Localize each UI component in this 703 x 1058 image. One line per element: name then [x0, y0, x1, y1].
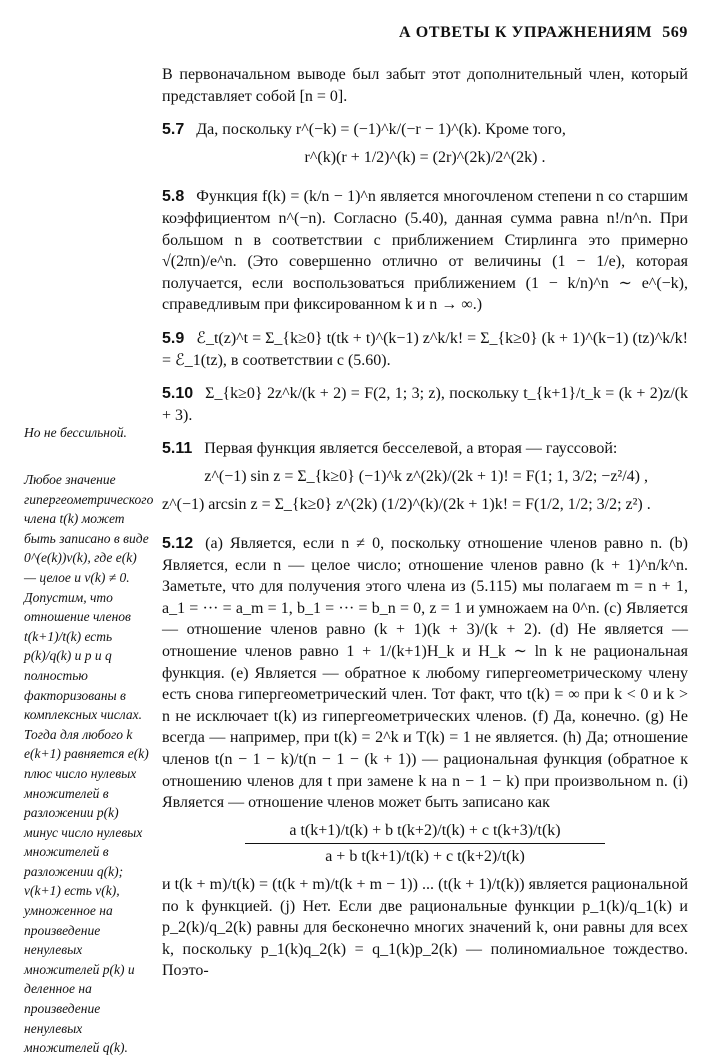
exercise-number: 5.8 — [162, 188, 185, 206]
exercise-number: 5.7 — [162, 121, 185, 139]
answers-body — [162, 64, 688, 982]
fraction-denominator: a + b t(k+1)/t(k) + c t(k+2)/t(k) — [325, 848, 525, 866]
margin-note-1: Но не бессильной. — [24, 425, 127, 440]
intro-paragraph: В первоначальном выводе был забыт этот дополнительный член, который представляет собой [n = 0]. — [162, 66, 688, 105]
display-formula-arcsin: z^(−1) arcsin z = Σ_{k≥0} z^(2k) (1/2)^(k)/(2k + 1)k! = F(1/2, 1/2; 3/2; z²) . — [162, 495, 651, 513]
answer-5-11 — [162, 438, 688, 460]
display-formula-sin: z^(−1) sin z = Σ_{k≥0} (−1)^k z^(2k)/(2k + 1)! = F(1; 1, 3/2; −z²/4) , — [204, 467, 648, 485]
page-number: 569 — [662, 24, 688, 41]
answer-text: Да, поскольку r^(−k) = (−1)^k/(−r − 1)^(k). Кроме того, — [196, 121, 566, 139]
answer-text: ℰ_t(z)^t = Σ_{k≥0} t(tk + t)^(k−1) z^k/k! = Σ_{k≥0} (k + 1)^(k−1) (tz)^k/k! = ℰ_1(tz), в соответствии с (5.60). — [162, 329, 688, 369]
answer-5-7 — [162, 119, 688, 141]
answer-text: Функция f(k) = (k/n − 1)^n является многочленом степени n со старшим коэффициентом n^(−n). Согласно (5.40), данная сумма равна n!/n^n. При большом n в соответствии с приближением Стирлинга это примерно √(2πn)/e^n. (Это совершенно отлично от величины (1 − 1/e), которая получается, если воспользоваться приближением (1 − k/n)^n ∼ e^(−k), справедливым при фиксированном k и n → ∞.) — [162, 188, 688, 314]
answer-text: (a) Является, если n ≠ 0, поскольку отношение членов равно n. (b) Является, если n — целое число; отношение членов равно (k + 1)^n/k^n. Заметьте, что для получения этого члена из (5.115) мы полагаем m = n + 1, a_1 = ··· = a_m = 1, b_1 = ··· = b_n = 0, z = 1 и умножаем на 0^n. (c) Является — отношение членов равно (k + 1)(k + 3)/(k + 2). (d) Не является — отношение членов равно 1 + 1/(k+1)H_k и H_k ∼ ln k не рациональная функция. (e) Является — обратное к любому гипергеометрическому члену есть снова гипергеометрический член. Тот факт, что t(k) = ∞ при k < 0 и k > n не исключает t(k) из гипергеометрических членов. (f) Да, конечно. (g) Не всегда — например, при t(k) = 2^k и T(k) = 1 не является. (h) Да; отношение членов t(n − 1 − k)/t(n − 1 − (k + 1)) — рациональная функция (обратное к отношению членов для t при замене k на n − 1 − k) при произвольном n. (i) Является — отношение членов может быть записано как — [162, 535, 688, 812]
fraction-numerator: a t(k+1)/t(k) + b t(k+2)/t(k) + c t(k+3)/t(k) — [245, 820, 605, 845]
answer-5-8 — [162, 186, 688, 316]
exercise-number: 5.12 — [162, 535, 194, 553]
exercise-number: 5.11 — [162, 440, 193, 458]
margin-note-2: Любое значение гипергеометрического члена t(k) может быть записано в виде 0^(e(k))v(k), где e(k) — целое и v(k) ≠ 0. Допустим, что отношение членов t(k+1)/t(k) есть p(k)/q(k) и p и q полностью факторизованы в комплексных числах. Тогда для любого k e(k+1) равняется e(k) плюс число нулевых множителей в разложении p(k) минус число нулевых множителей в разложении q(k); v(k+1) есть v(k), умноженное на произведение ненулевых множителей p(k) и деленное на произведение ненулевых множителей q(k). — [24, 472, 154, 1056]
answer-5-12-continued: и t(k + m)/t(k) = (t(k + m)/t(k + m − 1)) ... (t(k + 1)/t(k)) является рациональной по k функцией. (j) Нет. Если две рациональные функции p_1(k)/q_1(k) и p_2(k)/q_2(k) равны для бесконечно многих значений k, они равны для всех k, поскольку p_1(k)q_2(k) = q_1(k)p_2(k) — полиномиальное тождество. Поэто- — [162, 876, 688, 980]
exercise-number: 5.10 — [162, 385, 194, 403]
answer-5-9 — [162, 328, 688, 371]
exercise-number: 5.9 — [162, 329, 185, 347]
answer-text: Σ_{k≥0} 2z^k/(k + 2) = F(2, 1; 3; z), поскольку t_{k+1}/t_k = (k + 2)z/(k + 3). — [162, 385, 688, 424]
display-formula: r^(k)(r + 1/2)^(k) = (2r)^(2k)/2^(2k) . — [304, 148, 546, 166]
chapter-title: А ОТВЕТЫ К УПРАЖНЕНИЯМ — [399, 24, 653, 41]
running-header — [370, 24, 688, 42]
answer-text: Первая функция является бесселевой, а вторая — гауссовой: — [204, 440, 618, 458]
answer-5-12 — [162, 533, 688, 814]
fraction-formula — [245, 820, 605, 868]
answer-5-10 — [162, 383, 688, 426]
